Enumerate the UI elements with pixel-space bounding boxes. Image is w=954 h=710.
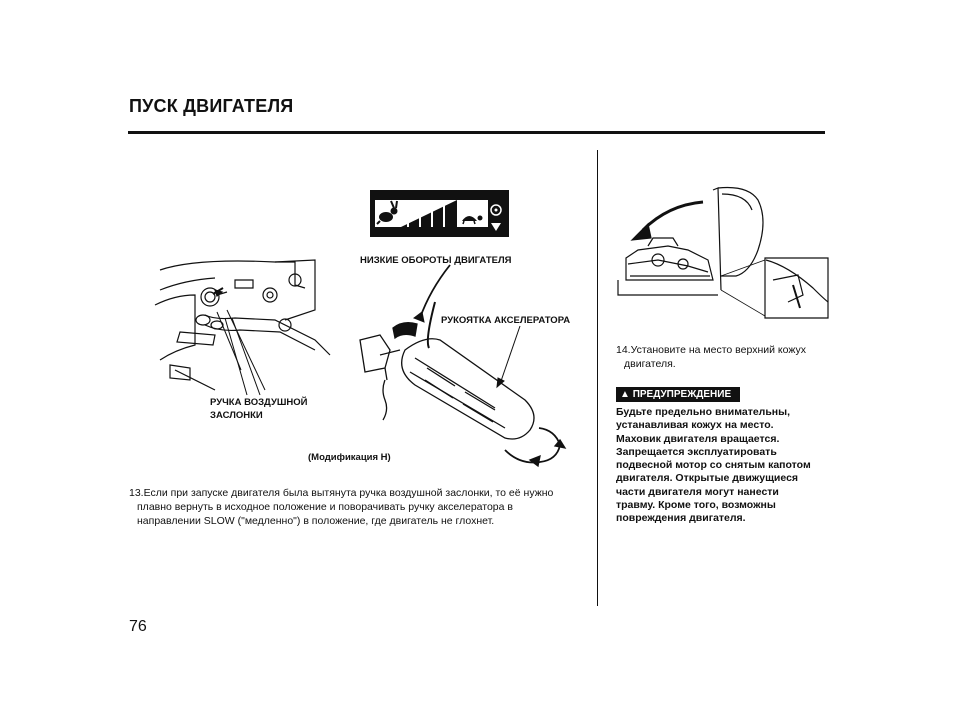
- page-title: ПУСК ДВИГАТЕЛЯ: [129, 96, 294, 116]
- step-13-line: 13.Если при запуске двигателя была вытянута ручка воздушной заслонки, то её нужно: [129, 487, 554, 499]
- label-throttle-grip: РУКОЯТКА АКСЕЛЕРАТОРА: [441, 315, 571, 326]
- warning-line: двигателя. Открытые движущиеся: [616, 472, 799, 485]
- label-choke-knob-line2: ЗАСЛОНКИ: [210, 410, 263, 421]
- label-choke-knob-line1: РУЧКА ВОЗДУШНОЙ: [210, 397, 308, 408]
- page-number: 76: [129, 618, 147, 635]
- engine-cover-illustration: [618, 180, 828, 320]
- step-14: [616, 343, 831, 371]
- step-13-line: направлении SLOW ("медленно") в положение, где двигатель не глохнет.: [137, 515, 495, 527]
- warning-badge: [616, 387, 740, 402]
- step-14-line: 14.Установите на место верхний кожух: [616, 344, 806, 356]
- warning-line: подвесной мотор со снятым капотом: [616, 459, 811, 472]
- warning-badge-label: ПРЕДУПРЕЖДЕНИЕ: [632, 389, 732, 400]
- step-14-line: двигателя.: [624, 358, 676, 370]
- warning-line: устанавливая кожух на место.: [616, 419, 774, 432]
- step-13-line: плавно вернуть в исходное положение и поворачивать ручку акселератора в: [137, 501, 513, 513]
- warning-text: [616, 406, 831, 526]
- warning-line: части двигателя могут нанести: [616, 485, 779, 498]
- warning-line: Маховик двигателя вращается.: [616, 432, 780, 445]
- step-13: [129, 486, 584, 528]
- warning-triangle-icon: ▲: [620, 389, 630, 400]
- figure-caption: (Модификация H): [308, 452, 391, 463]
- warning-line: Будьте предельно внимательны,: [616, 406, 791, 418]
- warning-line: повреждения двигателя.: [616, 512, 746, 525]
- warning-line: Запрещается эксплуатировать: [616, 445, 777, 458]
- label-low-idle: НИЗКИЕ ОБОРОТЫ ДВИГАТЕЛЯ: [360, 255, 512, 266]
- warning-line: травму. Кроме того, возможны: [616, 499, 776, 512]
